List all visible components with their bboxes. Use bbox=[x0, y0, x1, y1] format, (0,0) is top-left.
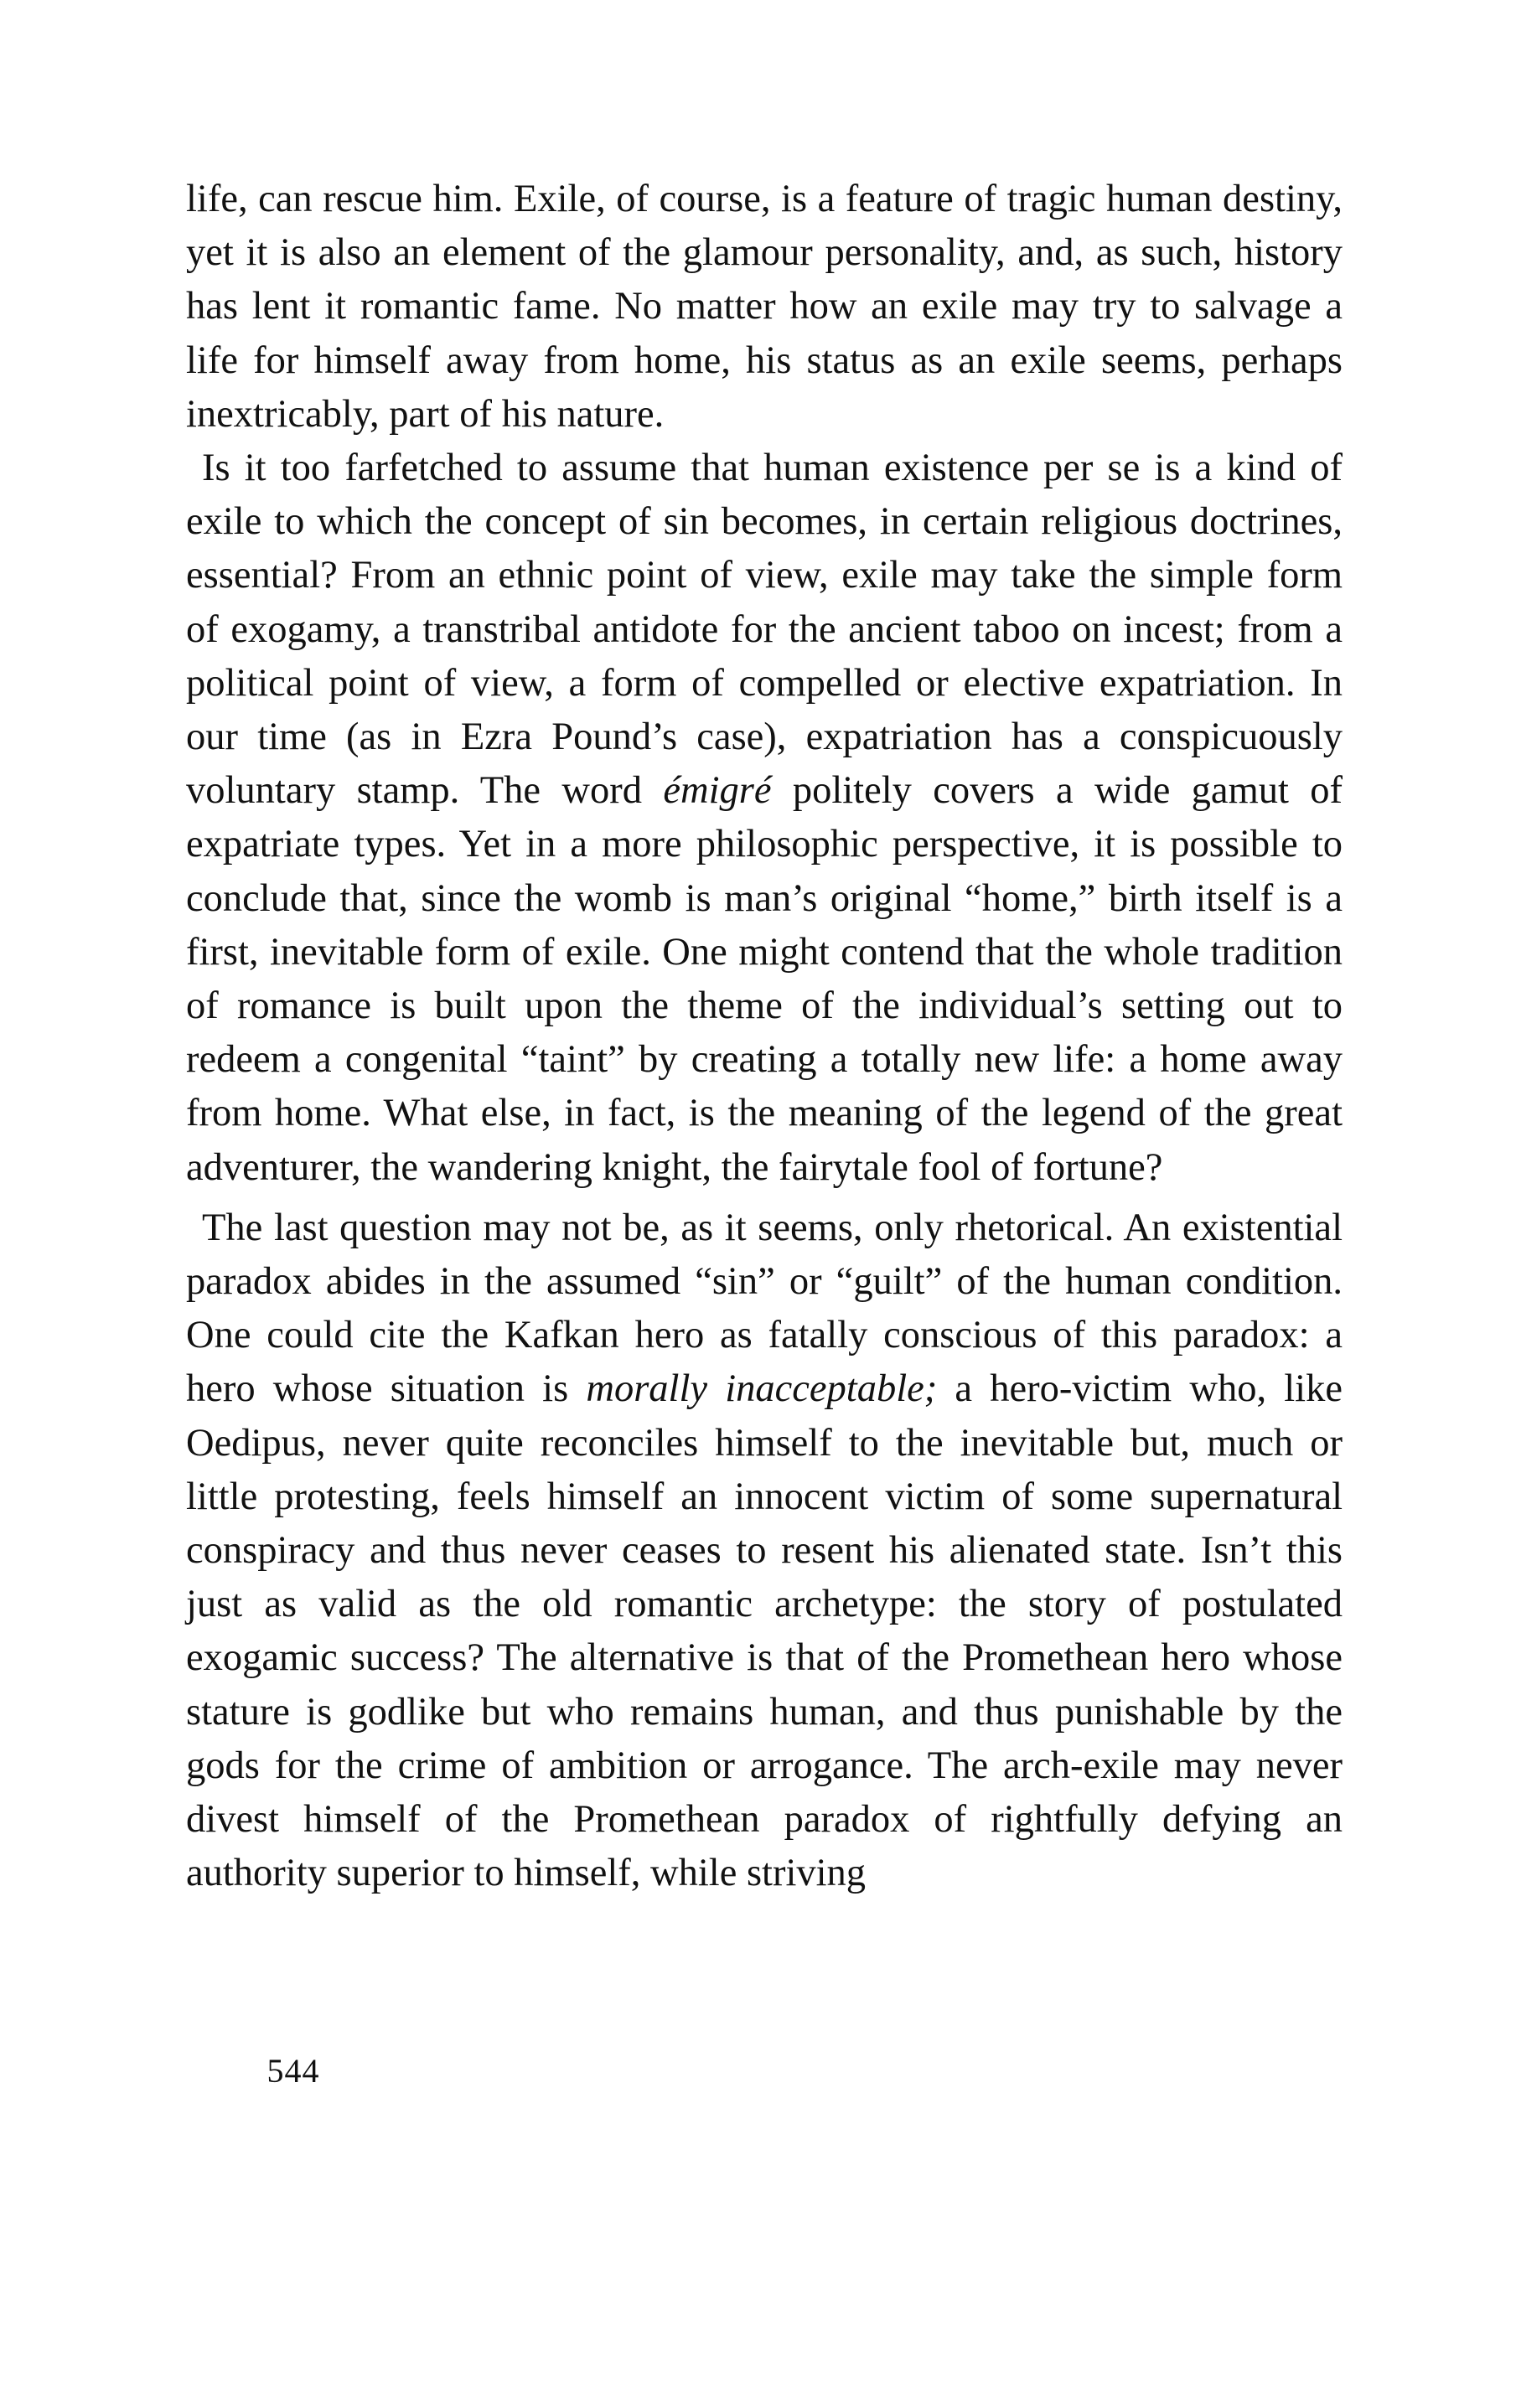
paragraph-3-italic-phrase: morally inacceptable; bbox=[586, 1367, 938, 1411]
body-text bbox=[186, 173, 1343, 1901]
paragraph-2-italic-term: émigré bbox=[663, 769, 772, 813]
paragraph-2-text-b: politely covers a wide gamut of expatriate types. Yet in a more philosophic perspective, it is possible to conclude that, since the womb is man’s original “home,” birth itself is a first, inevitable form of exile. One might contend that the whole tradition of romance is built upon the theme of the individual’s setting out to redeem a congenital “taint” by creating a totally new life: a home away from home. What else, in fact, is the meaning of the legend of the great adventurer, the wandering knight, the fairytale fool of fortune? bbox=[186, 769, 1343, 1189]
paragraph-2-text-a: Is it too farfetched to assume that human existence per se is a kind of exile to which the concept of sin becomes, in certain religious doctrines, essential? From an ethnic point of view, exile may take the simple form of exogamy, a transtribal antidote for the ancient taboo on incest; from a political point of view, a form of compelled or elective expatriation. In our time (as in Ezra Pound’s case), expatriation has a conspicuously voluntary stamp. The word bbox=[186, 447, 1343, 813]
paragraph-3-text-b: a hero-victim who, like Oedipus, never quite reconciles himself to the inevitable but, much or little protesting, feels himself an innocent victim of some supernatural conspiracy and thus never ceases to resent his alienated state. Isn’t this just as valid as the old romantic archetype: the story of postulated exogamic success? The alternative is that of the Promethean hero whose stature is godlike but who remains human, and thus punishable by the gods for the crime of ambition or arrogance. The arch-exile may never divest himself of the Promethean paradox of rightfully defying an authority superior to himself, while striving bbox=[186, 1367, 1343, 1895]
paragraph-3-text-a: The last question may not be, as it seems, only rhetorical. An existential paradox abides in the assumed “sin” or “guilt” of the human condition. One could cite the Kafkan hero as fatally conscious of this paradox: a hero whose situation is bbox=[186, 1206, 1343, 1411]
page-number: 544 bbox=[266, 2052, 320, 2090]
paragraph-1-text: life, can rescue him. Exile, of course, is a feature of tragic human destiny, yet it is also an element of the glamour personality, and, as such, history has lent it romantic fame. No matter how an exile may try to salvage a life for himself away from home, his status as an exile seems, perhaps inextricably, part of his nature. bbox=[186, 178, 1343, 436]
paragraph-3 bbox=[186, 1201, 1343, 1901]
paragraph-2 bbox=[186, 442, 1343, 1195]
paragraph-1 bbox=[186, 173, 1343, 442]
